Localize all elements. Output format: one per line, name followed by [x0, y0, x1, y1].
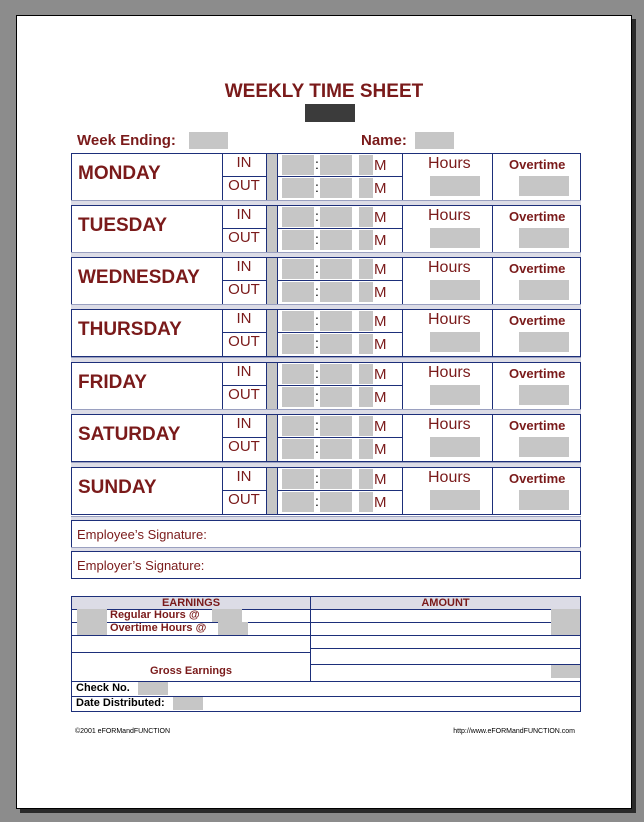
day-block: [71, 309, 581, 357]
out-ampm-field[interactable]: [359, 334, 373, 354]
day-label: MONDAY: [78, 163, 161, 184]
in-hour-field[interactable]: [282, 311, 314, 331]
out-minute-field[interactable]: [320, 387, 352, 407]
time-sheet-page: [16, 15, 632, 809]
time-colon: :: [315, 417, 319, 433]
regular-rate-field[interactable]: [212, 609, 242, 622]
in-minute-field[interactable]: [320, 259, 352, 279]
date-distributed-field[interactable]: [173, 697, 203, 710]
overtime-label: Overtime: [509, 261, 566, 276]
day-label: THURSDAY: [78, 319, 182, 340]
day-block: [71, 414, 581, 462]
out-m-label: M: [374, 284, 387, 301]
employer-signature-label: Employer’s Signature:: [77, 558, 205, 573]
day-label: FRIDAY: [78, 372, 147, 393]
gross-amount-field[interactable]: [551, 665, 580, 678]
in-ampm-field[interactable]: [359, 311, 373, 331]
in-m-label: M: [374, 157, 387, 174]
in-ampm-field[interactable]: [359, 155, 373, 175]
copyright-text: ©2001 eFORMandFUNCTION: [75, 728, 171, 735]
in-label: IN: [236, 363, 252, 380]
out-m-label: M: [374, 180, 387, 197]
in-minute-field[interactable]: [320, 207, 352, 227]
time-colon: :: [315, 179, 319, 195]
out-ampm-field[interactable]: [359, 230, 373, 250]
check-no-label: Check No.: [76, 682, 130, 694]
overtime-hours-field[interactable]: [77, 622, 107, 635]
amount-header: AMOUNT: [421, 597, 470, 609]
out-m-label: M: [374, 232, 387, 249]
in-ampm-field[interactable]: [359, 207, 373, 227]
in-ampm-field[interactable]: [359, 259, 373, 279]
time-colon: :: [315, 493, 319, 509]
overtime-rate-field[interactable]: [218, 622, 248, 635]
out-m-label: M: [374, 336, 387, 353]
hours-label: Hours: [428, 311, 471, 328]
check-no-field[interactable]: [138, 682, 168, 695]
in-minute-field[interactable]: [320, 311, 352, 331]
hours-label: Hours: [428, 259, 471, 276]
hours-field[interactable]: [430, 490, 480, 510]
out-minute-field[interactable]: [320, 334, 352, 354]
time-colon: :: [315, 365, 319, 381]
divider-column: [267, 206, 277, 252]
hours-label: Hours: [428, 364, 471, 381]
in-minute-field[interactable]: [320, 364, 352, 384]
out-ampm-field[interactable]: [359, 178, 373, 198]
overtime-amount-field[interactable]: [551, 622, 580, 635]
footer-url[interactable]: http://www.eFORMandFUNCTION.com: [453, 728, 575, 735]
date-distributed-label: Date Distributed:: [76, 697, 165, 709]
hours-field[interactable]: [430, 176, 480, 196]
divider-column: [267, 415, 277, 461]
out-m-label: M: [374, 494, 387, 511]
in-ampm-field[interactable]: [359, 416, 373, 436]
in-hour-field[interactable]: [282, 364, 314, 384]
time-colon: :: [315, 440, 319, 456]
hours-field[interactable]: [430, 228, 480, 248]
employee-signature-row[interactable]: [71, 520, 581, 548]
out-m-label: M: [374, 389, 387, 406]
time-colon: :: [315, 231, 319, 247]
regular-amount-field[interactable]: [551, 609, 580, 622]
day-block: [71, 205, 581, 253]
employee-signature-label: Employee’s Signature:: [77, 527, 207, 542]
hours-field[interactable]: [430, 437, 480, 457]
out-ampm-field[interactable]: [359, 492, 373, 512]
out-m-label: M: [374, 441, 387, 458]
week-ending-field[interactable]: [189, 132, 228, 149]
in-hour-field[interactable]: [282, 469, 314, 489]
out-minute-field[interactable]: [320, 230, 352, 250]
overtime-label: Overtime: [509, 471, 566, 486]
in-hour-field[interactable]: [282, 259, 314, 279]
time-colon: :: [315, 470, 319, 486]
in-hour-field[interactable]: [282, 416, 314, 436]
day-label: SATURDAY: [78, 424, 181, 445]
overtime-field[interactable]: [519, 332, 569, 352]
week-ending-label: Week Ending:: [77, 132, 176, 149]
in-label: IN: [236, 258, 252, 275]
in-minute-field[interactable]: [320, 416, 352, 436]
out-label: OUT: [228, 491, 260, 508]
day-label: TUESDAY: [78, 215, 168, 236]
out-hour-field[interactable]: [282, 334, 314, 354]
hours-label: Hours: [428, 416, 471, 433]
divider-column: [267, 154, 277, 200]
out-ampm-field[interactable]: [359, 439, 373, 459]
overtime-field[interactable]: [519, 490, 569, 510]
in-minute-field[interactable]: [320, 469, 352, 489]
time-colon: :: [315, 156, 319, 172]
out-hour-field[interactable]: [282, 492, 314, 512]
out-hour-field[interactable]: [282, 230, 314, 250]
regular-hours-label: Regular Hours @: [110, 609, 200, 621]
in-m-label: M: [374, 471, 387, 488]
page-title: WEEKLY TIME SHEET: [224, 81, 424, 102]
out-ampm-field[interactable]: [359, 387, 373, 407]
hours-field[interactable]: [430, 385, 480, 405]
out-hour-field[interactable]: [282, 387, 314, 407]
in-m-label: M: [374, 418, 387, 435]
overtime-field[interactable]: [519, 437, 569, 457]
out-hour-field[interactable]: [282, 439, 314, 459]
time-colon: :: [315, 312, 319, 328]
day-label: WEDNESDAY: [78, 267, 200, 288]
in-label: IN: [236, 310, 252, 327]
earnings-header: EARNINGS: [161, 597, 221, 609]
in-minute-field[interactable]: [320, 155, 352, 175]
out-minute-field[interactable]: [320, 492, 352, 512]
in-m-label: M: [374, 261, 387, 278]
overtime-field[interactable]: [519, 228, 569, 248]
time-colon: :: [315, 283, 319, 299]
divider-column: [267, 468, 277, 514]
out-label: OUT: [228, 281, 260, 298]
in-label: IN: [236, 468, 252, 485]
in-label: IN: [236, 154, 252, 171]
earnings-table: [71, 596, 581, 712]
overtime-label: Overtime: [509, 366, 566, 381]
out-hour-field[interactable]: [282, 178, 314, 198]
title-field[interactable]: [305, 104, 355, 122]
in-hour-field[interactable]: [282, 155, 314, 175]
out-minute-field[interactable]: [320, 178, 352, 198]
overtime-field[interactable]: [519, 385, 569, 405]
in-m-label: M: [374, 313, 387, 330]
hours-label: Hours: [428, 469, 471, 486]
in-label: IN: [236, 415, 252, 432]
overtime-hours-label: Overtime Hours @: [110, 622, 207, 634]
out-label: OUT: [228, 386, 260, 403]
overtime-label: Overtime: [509, 209, 566, 224]
overtime-label: Overtime: [509, 157, 566, 172]
in-ampm-field[interactable]: [359, 469, 373, 489]
in-label: IN: [236, 206, 252, 223]
divider-column: [267, 363, 277, 409]
overtime-field[interactable]: [519, 176, 569, 196]
out-label: OUT: [228, 333, 260, 350]
out-label: OUT: [228, 229, 260, 246]
hours-field[interactable]: [430, 332, 480, 352]
day-label: SUNDAY: [78, 477, 157, 498]
time-colon: :: [315, 260, 319, 276]
out-minute-field[interactable]: [320, 282, 352, 302]
hours-field[interactable]: [430, 280, 480, 300]
gross-earnings-label: Gross Earnings: [150, 665, 232, 677]
day-block: [71, 467, 581, 515]
day-block: [71, 362, 581, 410]
regular-hours-field[interactable]: [77, 609, 107, 622]
in-m-label: M: [374, 209, 387, 226]
overtime-label: Overtime: [509, 418, 566, 433]
divider-column: [267, 310, 277, 356]
out-ampm-field[interactable]: [359, 282, 373, 302]
time-colon: :: [315, 335, 319, 351]
out-label: OUT: [228, 177, 260, 194]
hours-label: Hours: [428, 207, 471, 224]
hours-label: Hours: [428, 155, 471, 172]
out-minute-field[interactable]: [320, 439, 352, 459]
in-ampm-field[interactable]: [359, 364, 373, 384]
time-colon: :: [315, 388, 319, 404]
overtime-field[interactable]: [519, 280, 569, 300]
in-hour-field[interactable]: [282, 207, 314, 227]
name-label: Name:: [361, 132, 407, 149]
employer-signature-row[interactable]: [71, 551, 581, 579]
name-field[interactable]: [415, 132, 454, 149]
out-label: OUT: [228, 438, 260, 455]
overtime-label: Overtime: [509, 313, 566, 328]
divider-column: [267, 258, 277, 304]
out-hour-field[interactable]: [282, 282, 314, 302]
day-block: [71, 153, 581, 201]
time-colon: :: [315, 208, 319, 224]
day-block: [71, 257, 581, 305]
in-m-label: M: [374, 366, 387, 383]
